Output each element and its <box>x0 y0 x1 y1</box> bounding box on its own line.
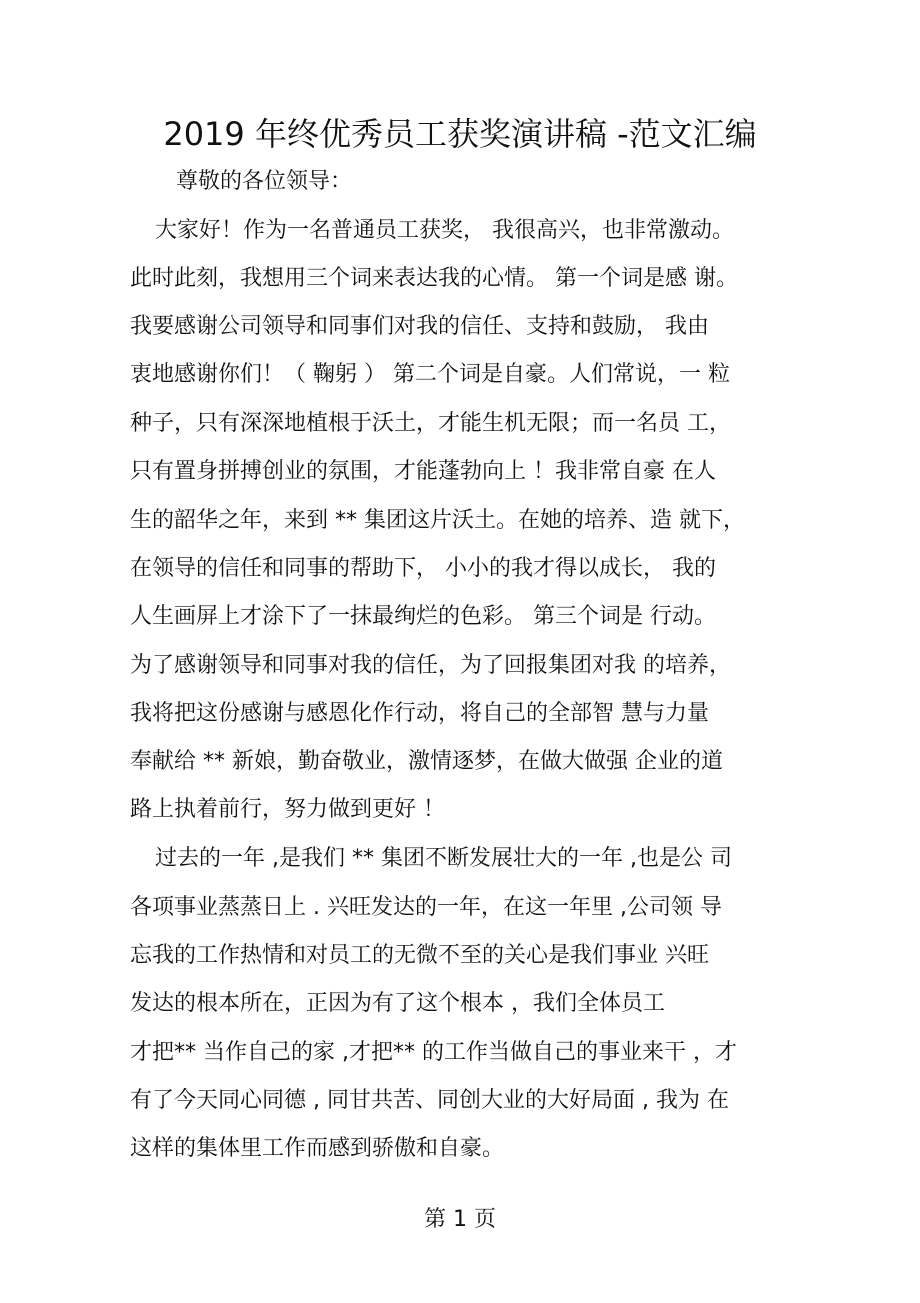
paragraph-line: 我将把这份感谢与感恩化作行动，将自己的全部智 慧与力量 <box>130 701 709 726</box>
paragraph-line: 只有置身拼搏创业的氛围，才能蓬勃向上 ！我非常自豪 在人 <box>130 459 716 484</box>
document-title: 2019 年终优秀员工获奖演讲稿 -范文汇编 <box>163 115 757 153</box>
paragraph-line: 人生画屏上才涂下了一抹最绚烂的色彩。 第三个词是 行动。 <box>130 604 716 629</box>
paragraph-line: 发达的根本所在，正因为有了这个根本 ，我们全体员工 <box>130 991 665 1016</box>
paragraph-line: 才把** 当作自己的家 ,才把** 的工作当做自己的事业来干 ，才 <box>130 1040 737 1065</box>
paragraph-line: 此时此刻，我想用三个词来表达我的心情。 第一个词是感 谢。 <box>130 266 738 291</box>
paragraph-line: 种子，只有深深地植根于沃土，才能生机无限；而一名员 工， <box>130 411 731 436</box>
paragraph-line: 过去的一年 ,是我们 ** 集团不断发展壮大的一年 ,也是公 司 <box>155 846 732 871</box>
paragraph-line: 各项事业蒸蒸日上 . 兴旺发达的一年，在这一年里 ,公司领 导 <box>130 895 722 920</box>
paragraph-line: 在领导的信任和同事的帮助下， 小小的我才得以成长， 我的 <box>130 556 716 581</box>
paragraph-line: 为了感谢领导和同事对我的信任，为了回报集团对我 的培养， <box>130 653 731 678</box>
paragraph-line: 衷地感谢你们！（ 鞠躬 ） 第二个词是自豪。人们常说，一 粒 <box>130 362 730 387</box>
salutation: 尊敬的各位领导： <box>176 169 353 194</box>
paragraph-line: 有了今天同心同德 , 同甘共苦、同创大业的大好局面 , 我为 在 <box>130 1088 729 1113</box>
paragraph-line: 路上执着前行，努力做到更好 ！ <box>130 797 445 822</box>
paragraph-line: 奉献给 ** 新娘，勤奋敬业，激情逐梦，在做大做强 企业的道 <box>130 749 723 774</box>
paragraph-line: 大家好！作为一名普通员工获奖， 我很高兴，也非常激动。 <box>155 218 734 243</box>
paragraph-line: 我要感谢公司领导和同事们对我的信任、支持和鼓励， 我由 <box>130 314 709 339</box>
paragraph-line: 忘我的工作热情和对员工的无微不至的关心是我们事业 兴旺 <box>130 943 709 968</box>
paragraph-line: 生的韶华之年，来到 ** 集团这片沃土。在她的培养、造 就下， <box>130 508 745 533</box>
paragraph-line: 这样的集体里工作而感到骄傲和自豪。 <box>130 1136 505 1161</box>
page-number: 第 1 页 <box>424 1207 496 1232</box>
